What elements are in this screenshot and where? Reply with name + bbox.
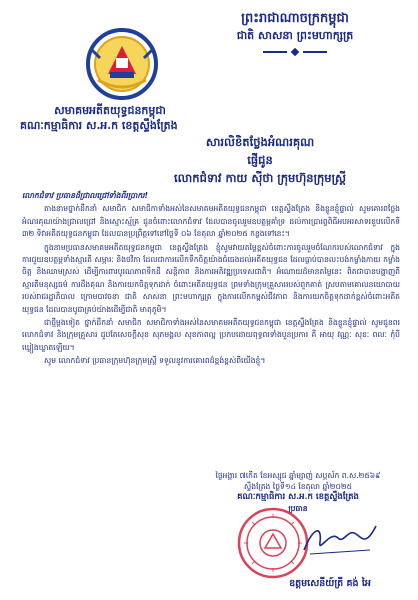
kingdom-title: ព្រះរាជាណាចក្រកម្ពុជា (241, 11, 349, 26)
salutation: លោកជំទាវ ប្រធានដ៏ជ្រាលជ្រៅទាំងពីរប្រាករ! (22, 191, 149, 200)
letter-heading (150, 133, 370, 187)
paragraph-2: ក្នុងនាមប្រធានសមាគមអតីតយុទ្ធជនកម្ពុជា ខេត្តស្ទឹងត្រែង ខ្ញុំសូមវាយតម្លៃខ្ពស់ចំពោះការចូលរួមចំណែករបស់លោកជំទាវ ក្នុងការជួយឧបត្ថម្ភទាំងស្មារតី សម្ភារៈ និងថវិកា ដែលជាការលើកទឹកចិត្តយ៉ាងធំធេងដល់អតីតយុទ្ធជន ដែលធ្លាប់បានលះបង់កម្លាំងកាយ កម្លាំងចិត្ត និងឈាមស្រស់ ដើម្បីការពារបូរណភាពទឹកដី សន្តិភាព និងការអភិវឌ្ឍប្រទេសជាតិ។ អំណោយដ៏មានតម្លៃនេះ ពិតជាបានបង្ហាញពីស្មារតីមនុស្សធម៌ ការដឹងគុណ និងការយកចិត្តទុកដាក់ ចំពោះអតីតយុទ្ធជន ព្រមទាំងក្រុមគ្រួសាររបស់ពួកគាត់ ស្របតាមគោលនយោបាយរបស់រាជរដ្ឋាភិបាល ក្រោមបាវចនា ជាតិ សាសនា ព្រះមហាក្សត្រ ក្នុងការលើកកម្ពស់ជីវភាព និងការយកចិត្តទុកដាក់ខ្ពស់ចំពោះអតីតយុទ្ធជន ដែលបានបូជាគ្រប់យ៉ាងដើម្បីជាតិ មាតុភូមិ។ (22, 242, 400, 314)
organization-name: សមាគមអតីតយុទ្ធជនកម្ពុជា (54, 104, 166, 117)
lunar-date: ថ្ងៃអង្គារ ៧កើត ខែអស្សុជ ឆ្នាំម្សាញ់ សប្តស័ក ព.ស.២៥៦៩ (215, 471, 381, 480)
tacteing-ornament (263, 48, 327, 56)
solar-date: ស្ទឹងត្រែង ថ្ងៃទី១៤ ខែតុលា ឆ្នាំ២០២៥ (244, 482, 352, 491)
paragraph-1: តាងនាមថ្នាក់ដឹកនាំ សមាជិក សមាជិកាទាំងអស់នៃសមាគមអតីតយុទ្ធជនកម្ពុជា ខេត្តស្ទឹងត្រែង និងខ្លួនខ្ញុំផ្ទាល់ សូមគោរពថ្លែងអំណរគុណយ៉ាងជ្រាលជ្រៅ និងស្មោះស្ម័គ្រ ជូនចំពោះលោកជំទាវ ដែលបានចូលរួមឧបត្ថម្ភគាំទ្រ ដល់ការប្រារព្ធពិធីអបអរសាទរខួបលើកទី ៣២ ទិវាអតីតយុទ្ធជនកម្ពុជា ដែលបានប្រព្រឹត្តទៅនៅថ្ងៃទី ០៦ ខែតុលា ឆ្នាំ២០២៥ កន្លងទៅនេះ។ (22, 204, 400, 239)
national-motto: ជាតិ សាសនា ព្រះមហាក្សត្រ (236, 29, 354, 42)
organization-block (20, 103, 260, 133)
signer-name: ឧត្តមសេនីយ៍ត្រី គង់ អៃ (289, 578, 371, 589)
organization-committee: គណៈកម្មាធិការ ស.អ.ក ខេត្តស្ទឹងត្រែង (20, 119, 178, 132)
closing-line: សូម លោកជំទាវ ប្រធានក្រុមហ៊ុនក្រុមស្រ្តី ទទួលនូវការគោរពដ៏ខ្ពង់ខ្ពស់ពីយើងខ្ញុំ។ (44, 356, 266, 366)
letter-body (22, 190, 400, 369)
handwritten-signature-icon (300, 520, 380, 560)
kingdom-header (190, 10, 400, 44)
official-seal-icon (236, 506, 310, 580)
letter-addressed-to-label: ផ្ញើជូន (247, 153, 273, 167)
signing-organization: គណៈកម្មាធិការ ស.អ.ក ខេត្តស្ទឹងត្រែង (237, 492, 359, 502)
association-logo-icon (86, 28, 158, 100)
letter-recipient: លោកជំទាវ កាយ ស៊ីថា ក្រុមហ៊ុនក្រុមស្រ្តី (174, 171, 346, 185)
paragraph-3: ជាថ្មីម្តងទៀត ថ្នាក់ដឹកនាំ សមាជិក សមាជិកាទាំងអស់នៃសមាគមអតីតយុទ្ធជនកម្ពុជា ខេត្តស្ទឹងត្រែង និងខ្លួនខ្ញុំផ្ទាល់ សូមជូនពរលោកជំទាវ និងក្រុមគ្រួសារ ជួបតែសេចក្តីសុខ សុភមង្គល សុខភាពល្អ ប្រកបដោយពុទ្ធពរទាំងបួនប្រការ គឺ អាយុ វណ្ណៈ សុខៈ ពលៈ កុំបីឃ្លៀងឃ្លាតឡើយ។ (22, 318, 400, 352)
letter-title: សារលិខិតថ្លែងអំណរគុណ (205, 135, 315, 149)
signer-role: ប្រធាន (288, 504, 308, 513)
